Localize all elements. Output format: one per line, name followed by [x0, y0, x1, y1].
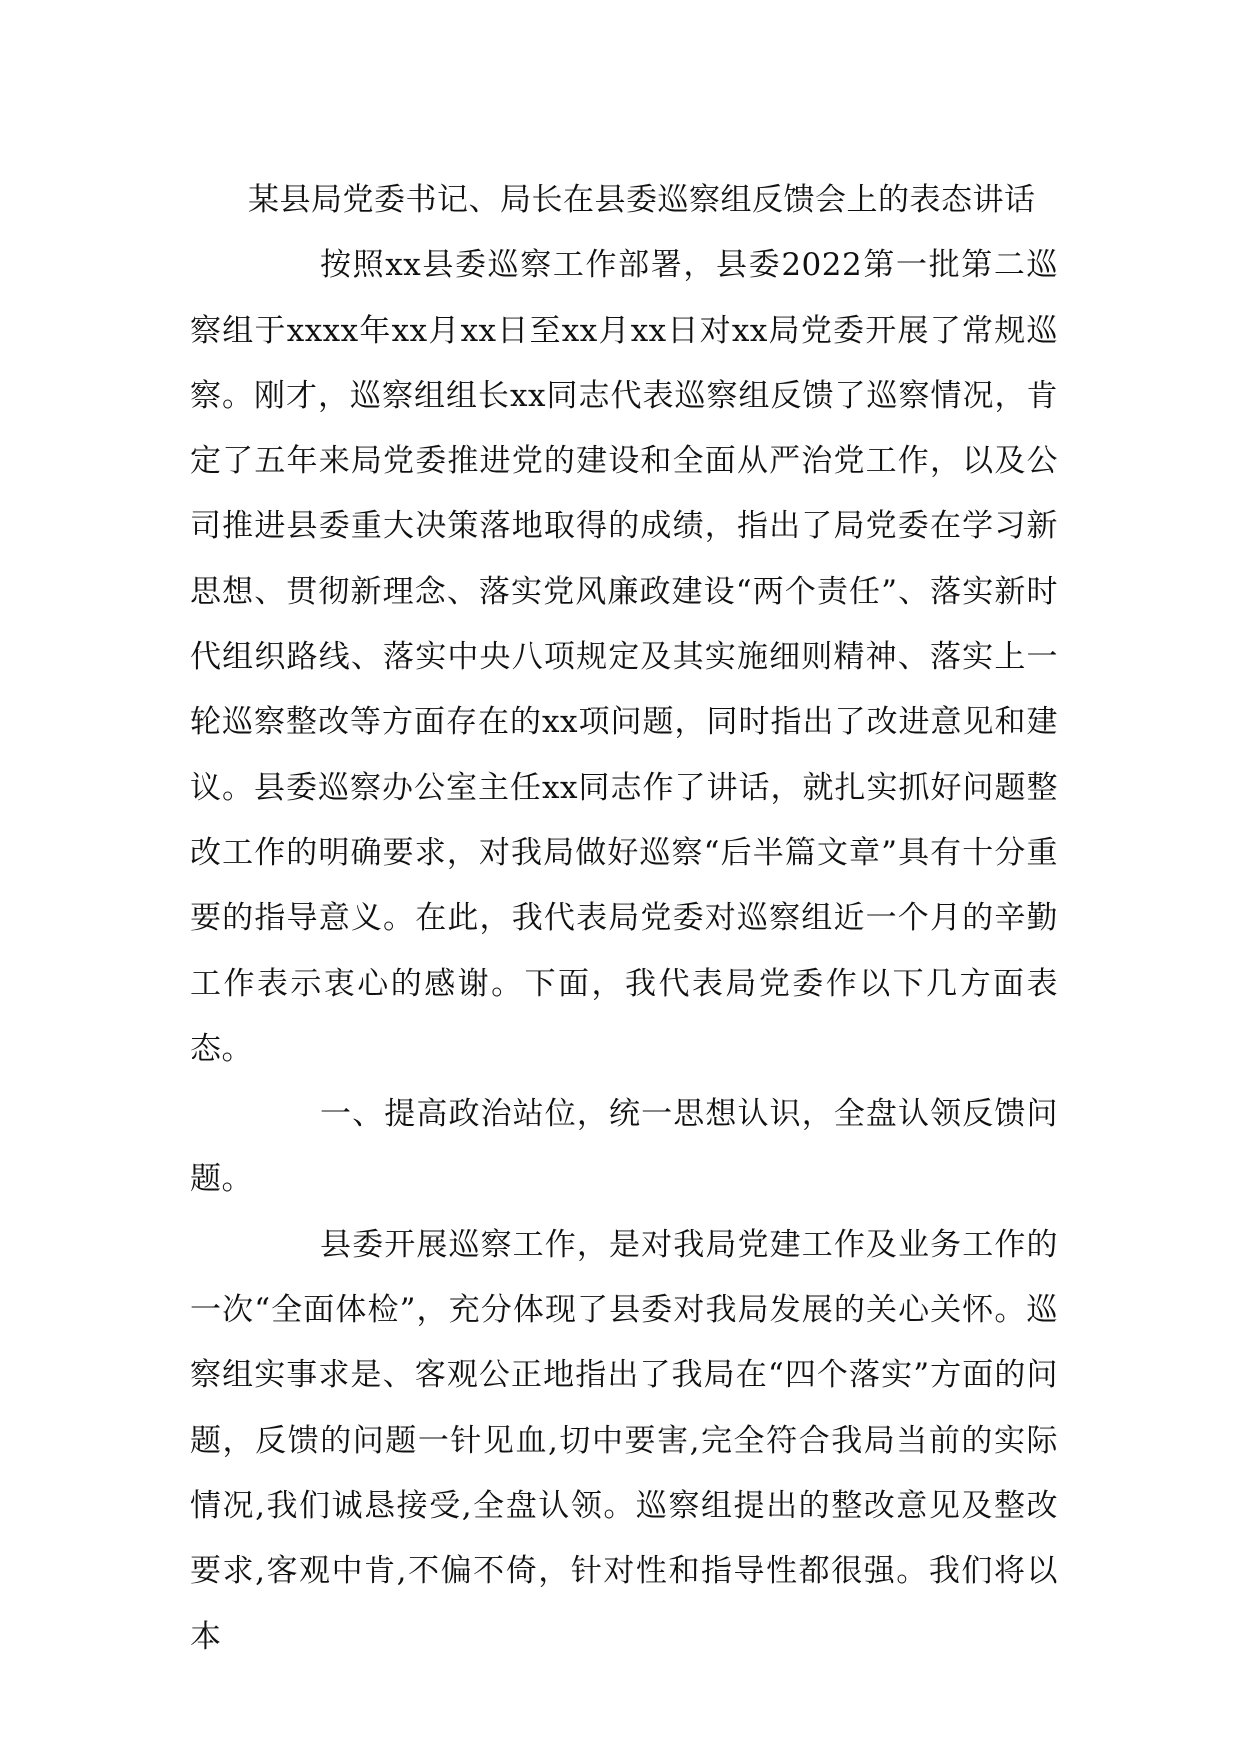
- document-title: 某县局党委书记、局长在县委巡察组反馈会上的表态讲话: [248, 182, 1036, 218]
- section-heading-one: 一、提高政治站位，统一思想认识，全盘认领反馈问题。: [190, 1096, 1058, 1198]
- paragraph-section-one: 县委开展巡察工作，是对我局党建工作及业务工作的一次“全面体检”，充分体现了县委对我局发展的关心关怀。巡察组实事求是、客观公正地指出了我局在“四个落实”方面的问题，反馈的问题一针见血,切中要害,完全符合我局当前的实际情况,我们诚恳接受,全盘认领。巡察组提出的整改意见及整改要求,客观中肯,不偏不倚，针对性和指导性都很强。我们将以本: [190, 1226, 1058, 1655]
- paragraph-intro: 按照xx县委巡察工作部署，县委2022第一批第二巡察组于xxxx年xx月xx日至xx月xx日对xx局党委开展了常规巡察。刚才，巡察组组长xx同志代表巡察组反馈了巡察情况，肯定了五年来局党委推进党的建设和全面从严治党工作，以及公司推进县委重大决策落地取得的成绩，指出了局党委在学习新思想、贯彻新理念、落实党风廉政建设“两个责任”、落实新时代组织路线、落实中央八项规定及其实施细则精神、落实上一轮巡察整改等方面存在的xx项问题，同时指出了改进意见和建议。县委巡察办公室主任xx同志作了讲话，就扎实抓好问题整改工作的明确要求，对我局做好巡察“后半篇文章”具有十分重要的指导意义。在此，我代表局党委对巡察组近一个月的辛勤工作表示衷心的感谢。下面，我代表局党委作以下几方面表态。: [190, 247, 1058, 1067]
- document-body: [190, 168, 1058, 1670]
